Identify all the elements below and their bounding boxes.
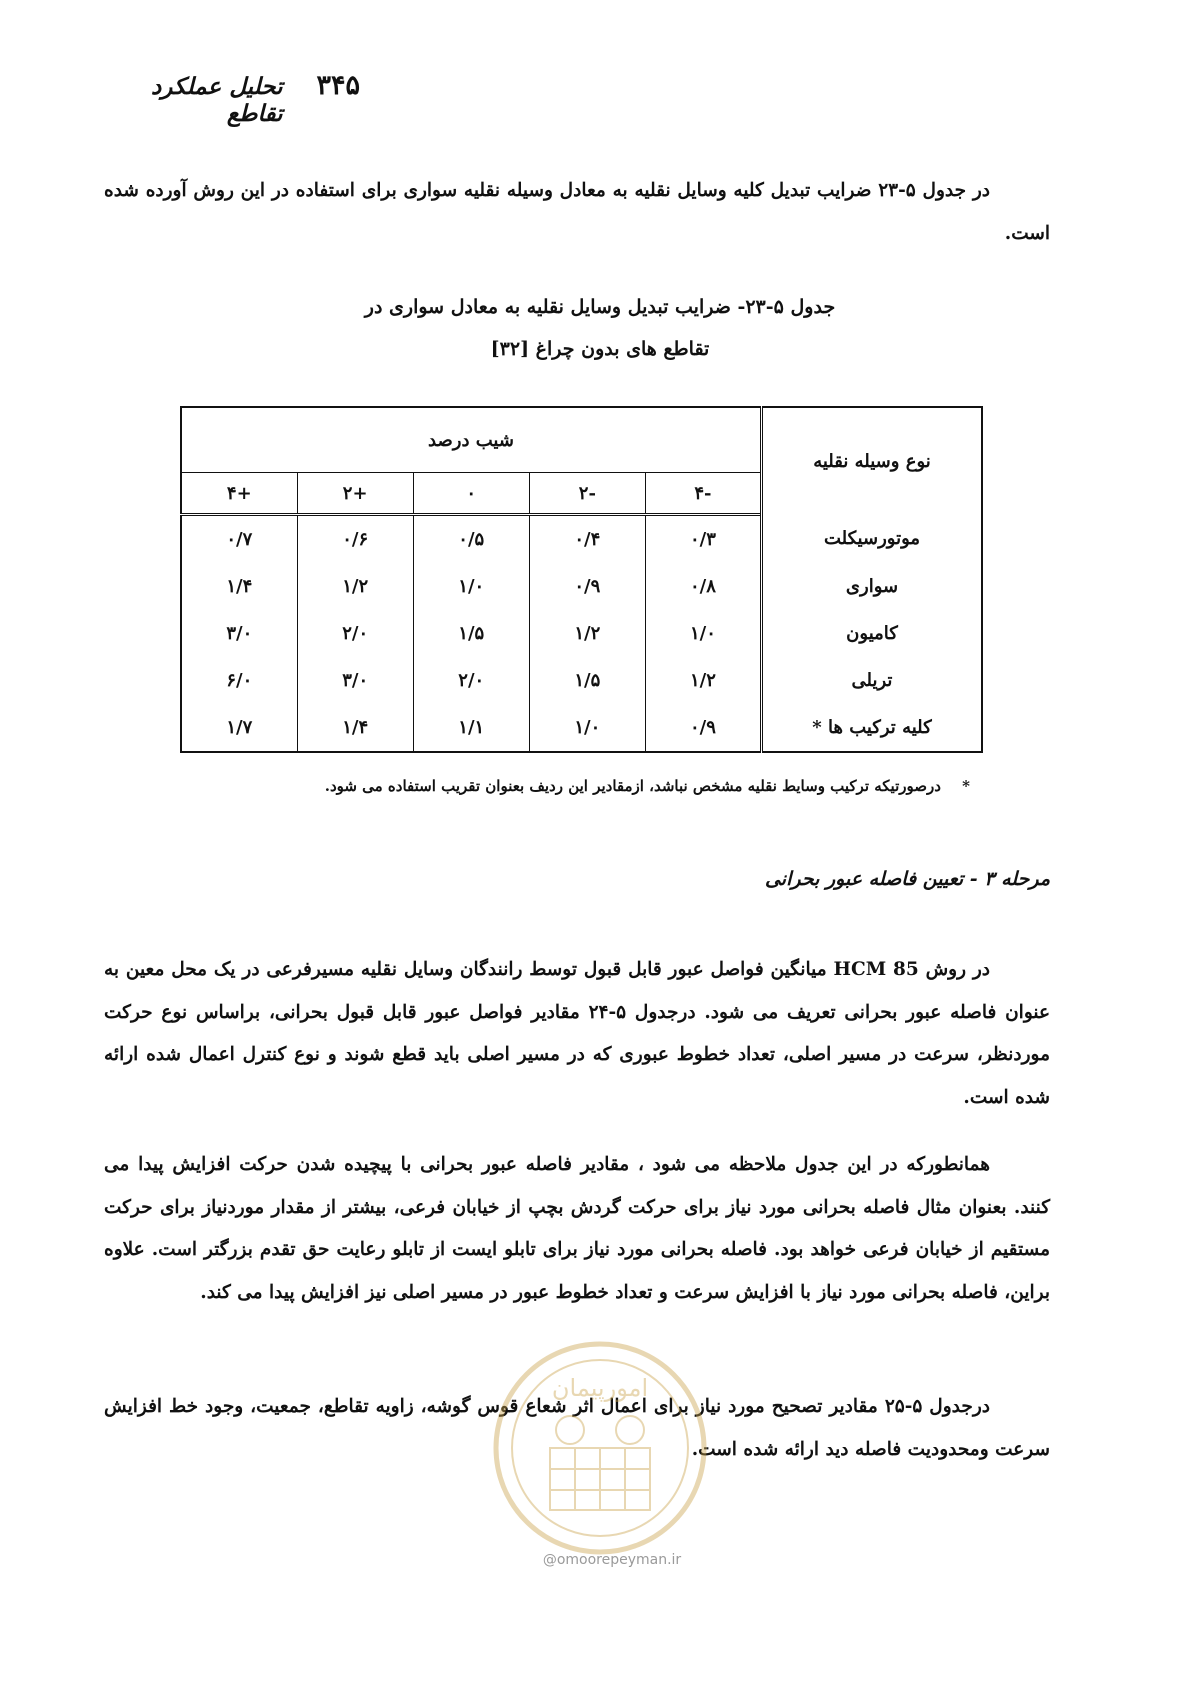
factor-cell: ۲/۰: [297, 610, 413, 657]
factor-cell: ۱/۲: [297, 563, 413, 610]
table-row: [181, 563, 982, 610]
watermark-url: @omoorepeyman.ir: [542, 1552, 682, 1568]
intro-paragraph: در جدول ۵-۲۳ ضرایب تبدیل کلیه وسایل نقلیه به معادل وسیله نقلیه سواری برای استفاده در این روش آورده شده است.: [104, 180, 1050, 244]
grade-column-header: +۲: [297, 473, 413, 515]
factor-cell: ۰/۶: [297, 515, 413, 564]
table-caption-line-1: جدول ۵-۲۳- ضرایب تبدیل وسایل نقلیه به معادل سواری در: [364, 296, 836, 318]
table-row: [181, 704, 982, 752]
vehicle-type-cell: کامیون: [762, 610, 983, 657]
grade-column-header: -۴: [645, 473, 761, 515]
footnote-text: درصورتیکه ترکیب وسایط نقلیه مشخص نباشد، ازمقادیر این ردیف بعنوان تقریب استفاده می شود.: [324, 777, 941, 795]
page-header: [100, 70, 360, 127]
vehicle-type-cell: سواری: [762, 563, 983, 610]
page-number: ۳۴۵: [316, 70, 360, 101]
conversion-factor-table: [180, 406, 983, 753]
grade-column-header: -۲: [529, 473, 645, 515]
vehicle-type-cell: کلیه ترکیب ها *: [762, 704, 983, 752]
table-row: [181, 657, 982, 704]
vehicle-type-header: نوع وسیله نقلیه: [762, 407, 983, 515]
grade-column-header: +۴: [181, 473, 297, 515]
critical-gap-paragraph: در روش HCM 85 میانگین فواصل عبور قابل قبول توسط رانندگان وسایل نقلیه مسیرفرعی در یک محل معین به عنوان فاصله عبور بحرانی تعریف می شود. درجدول ۵-۲۴ مقادیر فواصل عبور قابل قبول بحرانی، براساس نوع حرکت موردنظر، سرعت در مسیر اصلی، تعداد خطوط عبوری که در مسیر اصلی باید قطع شوند و نوع کنترل اعمال شده ارائه شده است.: [104, 959, 1050, 1108]
correction-paragraph: درجدول ۵-۲۵ مقادیر تصحیح مورد نیاز برای اعمال اثر شعاع قوس گوشه، زاویه تقاطع، جمعیت، وجود خط افزایش سرعت ومحدودیت فاصله دید ارائه شده است.: [104, 1396, 1050, 1460]
table-caption-line-2: تقاطع های بدون چراغ [۳۲]: [490, 338, 710, 360]
factor-cell: ۰/۹: [645, 704, 761, 752]
running-title: تحلیل عملکرد تقاطع: [150, 73, 283, 127]
factor-cell: ۱/۷: [226, 717, 253, 738]
factor-cell: ۳/۰: [226, 623, 253, 644]
footnote-asterisk: *: [962, 777, 970, 795]
factor-cell: ۱/۲: [529, 610, 645, 657]
factor-cell: ۱/۵: [529, 657, 645, 704]
factor-cell: ۱/۴: [297, 704, 413, 752]
factor-cell: ۱/۰: [645, 610, 761, 657]
table-row: [181, 610, 982, 657]
vehicle-type-cell: تریلی: [762, 657, 983, 704]
factor-cell: ۰/۴: [529, 515, 645, 564]
table-footnote: [200, 777, 970, 795]
stage-3-heading: مرحله ۳ - تعیین فاصله عبور بحرانی: [764, 868, 1050, 890]
factor-cell: ۰/۵: [413, 515, 529, 564]
grade-column-header: ۰: [413, 473, 529, 515]
factor-cell: ۳/۰: [297, 657, 413, 704]
grade-percent-header: شیب درصد: [181, 407, 762, 473]
factor-cell: ۰/۳: [645, 515, 761, 564]
factor-cell: ۱/۰: [529, 704, 645, 752]
gap-increase-paragraph: همانطورکه در این جدول ملاحظه می شود ، مقادیر فاصله عبور بحرانی با پیچیده شدن حرکت افزایش پیدا می کنند. بعنوان مثال فاصله بحرانی مورد نیاز برای حرکت گردش بچپ از خیابان فرعی، بیشتر از مقدار موردنیاز برای حرکت مستقیم از خیابان فرعی خواهد بود. فاصله بحرانی مورد نیاز برای تابلو ایست از تابلو رعایت حق تقدم بزرگتر است. علاوه براین، فاصله بحرانی مورد نیاز با افزایش سرعت و تعداد خطوط عبور در مسیر اصلی نیز افزایش پیدا می کند.: [104, 1154, 1050, 1303]
factor-cell: ۱/۱: [413, 704, 529, 752]
vehicle-type-cell: موتورسیکلت: [762, 515, 983, 564]
svg-text:امورپیمان: امورپیمان: [551, 1374, 649, 1402]
table-caption: [300, 286, 900, 370]
factor-cell: ۲/۰: [413, 657, 529, 704]
factor-cell: ۰/۷: [226, 529, 253, 550]
factor-cell: ۱/۲: [645, 657, 761, 704]
factor-cell: ۱/۵: [413, 610, 529, 657]
factor-cell: ۱/۴: [226, 576, 253, 597]
factor-cell: ۰/۸: [645, 563, 761, 610]
factor-cell: ۶/۰: [226, 670, 253, 691]
table-row: [181, 515, 982, 564]
factor-cell: ۱/۰: [413, 563, 529, 610]
factor-cell: ۰/۹: [529, 563, 645, 610]
